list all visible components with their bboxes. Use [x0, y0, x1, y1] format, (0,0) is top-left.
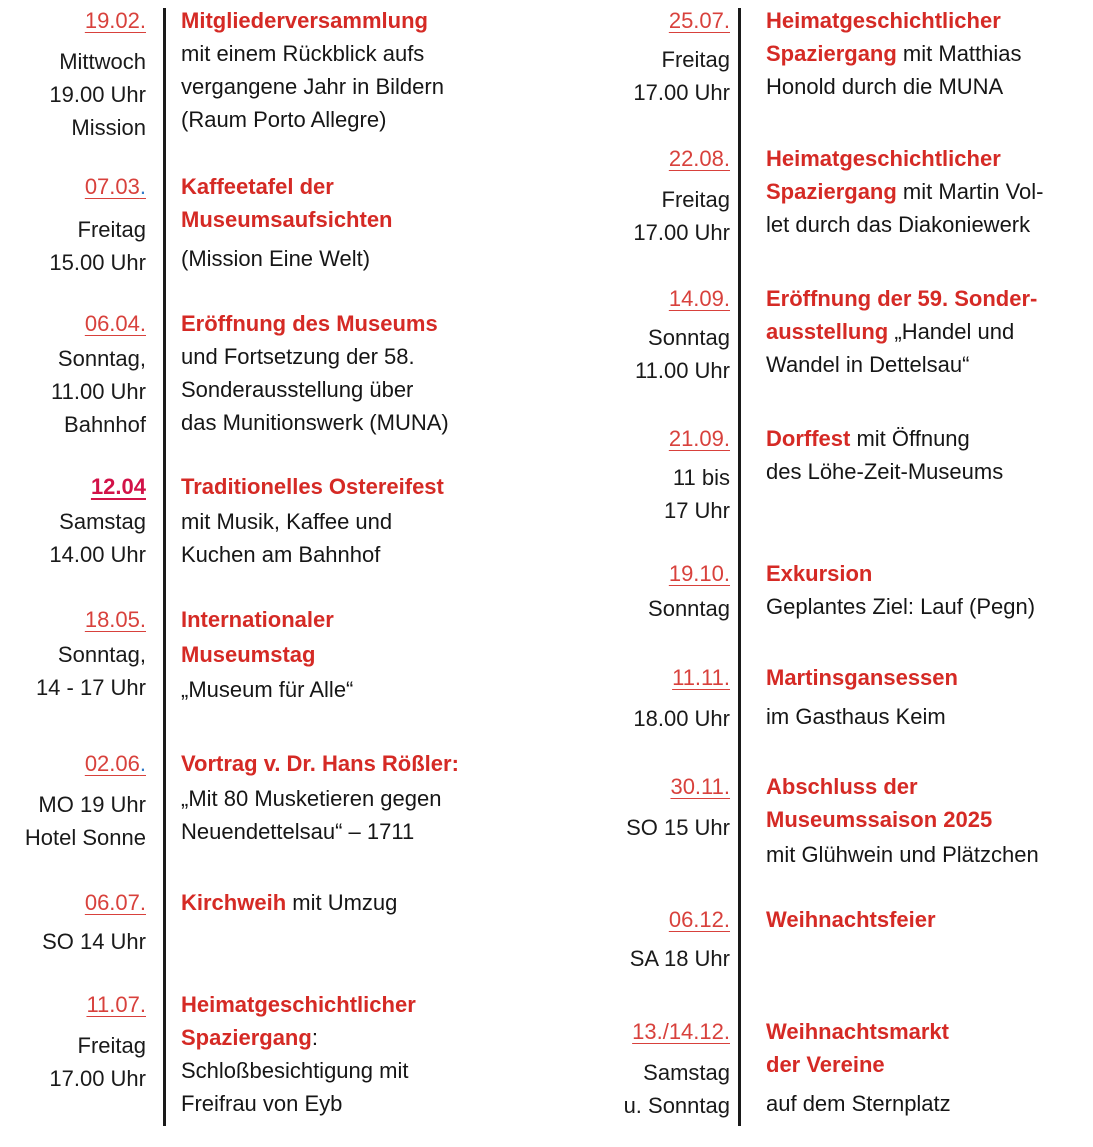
event-datetime: 30.11. SO 15 Uhr	[626, 774, 730, 840]
event-title: Traditionelles Ostereifest	[181, 474, 444, 499]
event-date: 06.12.	[668, 907, 730, 932]
event-title: Mitgliederversammlung	[181, 8, 428, 33]
event-title: Internationaler	[181, 607, 334, 632]
event-details: Weihnachtsmarkt der Vereine auf dem Sternplatz	[766, 1015, 951, 1120]
event-title: Eröffnung der 59. Sonder-	[766, 286, 1038, 311]
event-title: Exkursion	[766, 561, 873, 586]
event-datetime: 19.10. Sonntag	[648, 561, 730, 621]
event-details: Internationaler Museumstag „Museum für Alle“	[181, 603, 353, 706]
event-title: Heimatgeschichtlicher	[766, 8, 1001, 33]
event-datetime: 06.07. SO 14 Uhr	[42, 890, 146, 954]
event-title: Kirchweih	[181, 890, 287, 915]
event-details: Heimatgeschichtlicher Spaziergang: Schloßbesichtigung mit Freifrau von Eyb	[181, 988, 416, 1120]
right-divider	[738, 8, 741, 1126]
event-details: Kirchweih mit Umzug	[181, 890, 398, 915]
event-details: Dorffest mit Öffnung des Löhe-Zeit-Museums	[766, 426, 1004, 484]
event-title: Vortrag v. Dr. Hans Rößler:	[181, 751, 459, 776]
event-date: 14.09.	[668, 286, 730, 311]
event-datetime: 14.09. Sonntag 11.00 Uhr	[635, 286, 730, 383]
event-details: Kaffeetafel der Museumsaufsichten (Mission Eine Welt)	[181, 170, 393, 275]
event-title: Dorffest	[766, 426, 851, 451]
event-datetime: 18.05. Sonntag, 14 - 17 Uhr	[35, 607, 146, 700]
event-details: Eröffnung der 59. Sonder- ausstellung „Handel und Wandel in Dettelsau“	[766, 282, 1037, 381]
event-date: 19.10.	[668, 561, 730, 586]
event-title: Kaffeetafel der	[181, 174, 334, 199]
event-datetime: 06.12. SA 18 Uhr	[629, 907, 730, 971]
event-datetime: 22.08. Freitag 17.00 Uhr	[633, 146, 730, 245]
event-datetime: 11.07. Freitag 17.00 Uhr	[49, 992, 146, 1091]
event-date: 13./14.12.	[632, 1019, 730, 1044]
event-title: Eröffnung des Museums	[181, 311, 438, 336]
event-details: Martinsgansessen im Gasthaus Keim	[766, 661, 958, 733]
event-title: Heimatgeschichtlicher	[181, 992, 416, 1017]
event-details: Traditionelles Ostereifest mit Musik, Kaffee und Kuchen am Bahnhof	[181, 470, 444, 571]
event-date: 22.08.	[668, 146, 730, 171]
event-datetime: 07.03. Freitag 15.00 Uhr	[49, 174, 146, 275]
event-datetime: 13./14.12. Samstag u. Sonntag	[623, 1019, 730, 1118]
event-datetime: 02.06. MO 19 Uhr Hotel Sonne	[24, 751, 146, 850]
event-date: 21.09.	[668, 426, 730, 451]
event-date: 25.07.	[668, 8, 730, 33]
event-datetime: 21.09. 11 bis 17 Uhr	[663, 426, 730, 523]
event-details: Mitgliederversammlung mit einem Rückblick aufs vergangene Jahr in Bildern (Raum Porto Allegre)	[181, 4, 444, 136]
event-date: 07.03.	[84, 174, 146, 199]
event-date: 11.11.	[672, 665, 730, 690]
event-details: Exkursion Geplantes Ziel: Lauf (Pegn)	[766, 557, 1035, 623]
event-datetime: 11.11. 18.00 Uhr	[633, 665, 730, 731]
event-datetime: 12.04 Samstag 14.00 Uhr	[49, 474, 146, 567]
event-title: Abschluss der	[766, 774, 918, 799]
event-datetime: 06.04. Sonntag, 11.00 Uhr Bahnhof	[51, 311, 146, 437]
event-title: Heimatgeschichtlicher	[766, 146, 1001, 171]
event-datetime: 25.07. Freitag 17.00 Uhr	[633, 8, 730, 105]
left-divider	[163, 8, 166, 1126]
event-details	[766, 903, 936, 936]
event-date: 06.04.	[84, 311, 146, 336]
event-title: Martinsgansessen	[766, 665, 958, 690]
event-title: Weihnachtsfeier	[766, 907, 936, 932]
event-details: Eröffnung des Museums und Fortsetzung der 58. Sonderausstellung über das Munitionswerk (MUNA)	[181, 307, 449, 439]
event-date: 18.05.	[84, 607, 146, 632]
event-date: 06.07.	[84, 890, 146, 915]
event-date: 11.07.	[86, 992, 146, 1017]
event-details: Abschluss der Museumssaison 2025 mit Glühwein und Plätzchen	[766, 770, 1039, 871]
event-date: 19.02.	[84, 8, 146, 33]
event-details: Heimatgeschichtlicher Spaziergang mit Matthias Honold durch die MUNA	[766, 4, 1022, 103]
event-date: 30.11.	[670, 774, 730, 799]
event-date: 02.06.	[84, 751, 146, 776]
event-title: Weihnachtsmarkt	[766, 1019, 949, 1044]
event-details: Heimatgeschichtlicher Spaziergang mit Martin Vol- let durch das Diakoniewerk	[766, 142, 1044, 241]
event-datetime: 19.02. Mittwoch 19.00 Uhr Mission	[49, 8, 146, 140]
event-details: Vortrag v. Dr. Hans Rößler: „Mit 80 Musketieren gegen Neuendettelsau“ – 1711	[181, 747, 459, 848]
event-date: 12.04	[90, 474, 146, 499]
